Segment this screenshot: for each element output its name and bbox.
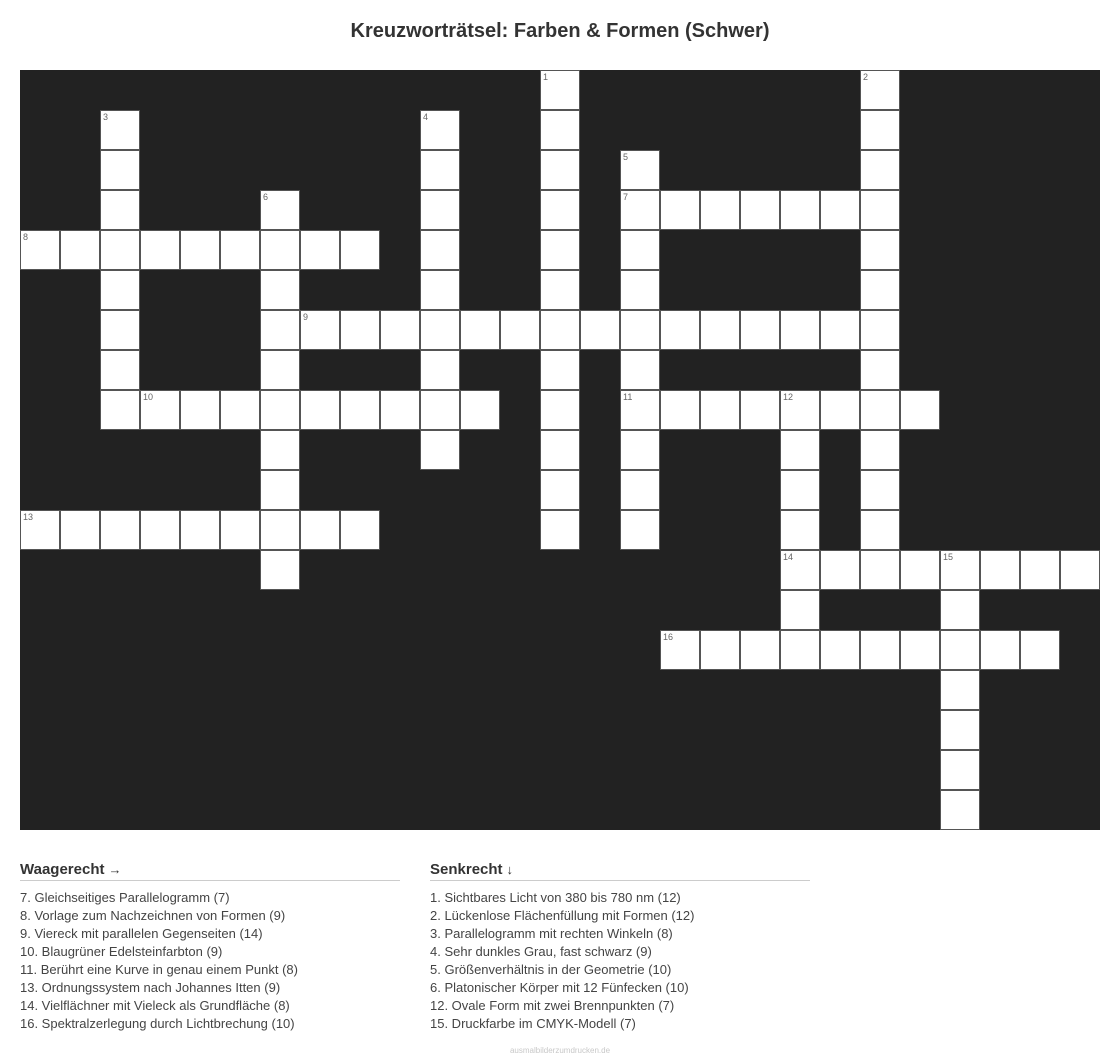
grid-cell[interactable] [1060,550,1100,590]
grid-cell[interactable] [940,710,980,750]
grid-cell[interactable] [540,190,580,230]
grid-cell[interactable] [780,390,820,430]
across-clues-panel [20,861,400,1033]
grid-cell[interactable] [620,310,660,350]
clue-number: 6 [263,192,269,202]
grid-cell[interactable] [620,150,660,190]
grid-cell[interactable] [220,230,260,270]
grid-cell[interactable] [420,110,460,150]
grid-cell[interactable] [860,230,900,270]
grid-cell[interactable] [460,390,500,430]
grid-cell[interactable] [900,550,940,590]
grid-cell[interactable] [260,430,300,470]
grid-cell[interactable] [100,390,140,430]
grid-cell[interactable] [980,630,1020,670]
grid-cell[interactable] [460,310,500,350]
grid-cell[interactable] [260,350,300,390]
across-clue-list [20,889,400,1033]
grid-cell[interactable] [940,750,980,790]
grid-cell[interactable] [740,190,780,230]
clue-number: 10 [143,392,154,402]
grid-cell[interactable] [780,190,820,230]
grid-cell[interactable] [540,270,580,310]
right-arrow-icon: → [108,862,122,877]
grid-cell[interactable] [860,390,900,430]
grid-cell[interactable] [180,230,220,270]
grid-cell[interactable] [540,510,580,550]
grid-cell[interactable] [100,310,140,350]
grid-cell[interactable] [620,510,660,550]
crossword-grid [20,70,1100,830]
grid-cell[interactable] [900,390,940,430]
across-clue: 16. Spektralzerlegung durch Lichtbrechung (10) [20,1016,295,1031]
grid-cell[interactable] [780,630,820,670]
grid-cell[interactable] [620,190,660,230]
grid-cell[interactable] [420,390,460,430]
grid-cell[interactable] [100,150,140,190]
down-clue-list [430,889,810,1033]
grid-cell[interactable] [620,430,660,470]
grid-cell[interactable] [780,590,820,630]
grid-cell[interactable] [300,390,340,430]
grid-cell[interactable] [1020,550,1060,590]
grid-cell[interactable] [620,230,660,270]
grid-cell[interactable] [300,510,340,550]
grid-cell[interactable] [340,310,380,350]
grid-cell[interactable] [940,790,980,830]
grid-cell[interactable] [420,190,460,230]
grid-cell[interactable] [100,510,140,550]
grid-cell[interactable] [220,510,260,550]
clue-number: 7 [623,192,629,202]
grid-cell[interactable] [420,150,460,190]
page-title: Kreuzworträtsel: Farben & Formen (Schwer) [350,20,770,42]
grid-cell[interactable] [260,550,300,590]
grid-cell[interactable] [780,430,820,470]
grid-cell[interactable] [620,270,660,310]
grid-cell[interactable] [820,630,860,670]
grid-cell[interactable] [860,270,900,310]
grid-cell[interactable] [420,230,460,270]
grid-cell[interactable] [540,70,580,110]
grid-cell[interactable] [60,230,100,270]
grid-cell[interactable] [740,390,780,430]
across-clue: 10. Blaugrüner Edelsteinfarbton (9) [20,944,223,959]
footer-credit: ausmalbilderzumdrucken.de [509,1046,611,1055]
clue-number: 4 [423,112,429,122]
grid-cell[interactable] [340,510,380,550]
grid-cell[interactable] [300,310,340,350]
grid-cell[interactable] [140,390,180,430]
grid-cell[interactable] [700,390,740,430]
grid-cell[interactable] [300,230,340,270]
grid-cell[interactable] [820,310,860,350]
down-clue: 6. Platonischer Körper mit 12 Fünfecken (10) [430,980,689,995]
grid-cell[interactable] [940,590,980,630]
grid-cell[interactable] [740,310,780,350]
grid-cell[interactable] [940,630,980,670]
grid-cell[interactable] [420,430,460,470]
grid-cell[interactable] [780,510,820,550]
down-arrow-icon: ↓ [506,862,514,877]
grid-cell[interactable] [700,190,740,230]
grid-cell[interactable] [180,390,220,430]
across-heading-label: Waagerecht [20,861,105,878]
grid-cell[interactable] [500,310,540,350]
grid-cell[interactable] [260,230,300,270]
grid-cell[interactable] [940,550,980,590]
grid-cell[interactable] [820,550,860,590]
clue-number: 3 [103,112,109,122]
grid-cell[interactable] [100,230,140,270]
grid-cell[interactable] [660,390,700,430]
down-heading-label: Senkrecht [430,861,503,878]
grid-cell[interactable] [900,630,940,670]
across-clue: 11. Berührt eine Kurve in genau einem Punkt (8) [20,962,298,977]
grid-cell[interactable] [540,310,580,350]
grid-cell[interactable] [340,390,380,430]
down-clue: 5. Größenverhältnis in der Geometrie (10) [430,962,672,977]
grid-cell[interactable] [420,270,460,310]
grid-cell[interactable] [660,310,700,350]
grid-cell[interactable] [620,470,660,510]
down-clue: 3. Parallelogramm mit rechten Winkeln (8) [430,926,673,941]
grid-cell[interactable] [860,470,900,510]
grid-cell[interactable] [740,630,780,670]
grid-cell[interactable] [380,390,420,430]
across-clue: 8. Vorlage zum Nachzeichnen von Formen (9) [20,908,286,923]
grid-cell[interactable] [620,350,660,390]
down-heading [430,861,810,881]
grid-cell[interactable] [220,390,260,430]
clue-number: 16 [663,632,674,642]
clue-number: 8 [23,232,29,242]
grid-cell[interactable] [140,230,180,270]
grid-cell[interactable] [820,190,860,230]
grid-cell[interactable] [420,350,460,390]
grid-cell[interactable] [820,390,860,430]
grid-cell[interactable] [260,270,300,310]
grid-cell[interactable] [660,630,700,670]
grid-cell[interactable] [860,110,900,150]
grid-cell[interactable] [20,510,60,550]
grid-cell[interactable] [860,350,900,390]
grid-cell[interactable] [260,510,300,550]
across-clue: 7. Gleichseitiges Parallelogramm (7) [20,890,230,905]
down-clue: 15. Druckfarbe im CMYK-Modell (7) [430,1016,636,1031]
grid-cell[interactable] [260,470,300,510]
down-clues-panel [430,861,810,1033]
grid-cell[interactable] [780,470,820,510]
grid-cell[interactable] [140,510,180,550]
grid-cell[interactable] [860,310,900,350]
grid-cell[interactable] [860,630,900,670]
grid-cell[interactable] [540,350,580,390]
across-clue: 9. Viereck mit parallelen Gegenseiten (14) [20,926,263,941]
grid-cell[interactable] [540,150,580,190]
grid-cell[interactable] [260,310,300,350]
across-clue: 13. Ordnungssystem nach Johannes Itten (9) [20,980,281,995]
grid-cell[interactable] [860,70,900,110]
clue-number: 1 [543,72,549,82]
across-heading [20,861,400,881]
grid-cell[interactable] [1020,630,1060,670]
down-clue: 2. Lückenlose Flächenfüllung mit Formen (12) [430,908,695,923]
clue-number: 5 [623,152,629,162]
clue-number: 11 [623,392,633,402]
grid-cell[interactable] [700,630,740,670]
grid-cell[interactable] [860,150,900,190]
grid-cell[interactable] [860,510,900,550]
clue-number: 15 [943,552,954,562]
down-clue: 1. Sichtbares Licht von 380 bis 780 nm (12) [430,890,681,905]
grid-cell[interactable] [780,310,820,350]
grid-cell[interactable] [540,430,580,470]
grid-cell[interactable] [420,310,460,350]
clue-number: 12 [783,392,794,402]
grid-cell[interactable] [540,390,580,430]
grid-cell[interactable] [180,510,220,550]
clue-number: 13 [23,512,34,522]
grid-cell[interactable] [860,430,900,470]
grid-cell[interactable] [780,550,820,590]
grid-cell[interactable] [380,310,420,350]
clue-number: 14 [783,552,794,562]
grid-cell[interactable] [100,190,140,230]
grid-cell[interactable] [860,190,900,230]
grid-cell[interactable] [540,230,580,270]
grid-cell[interactable] [260,390,300,430]
grid-cell[interactable] [940,670,980,710]
down-clue: 4. Sehr dunkles Grau, fast schwarz (9) [430,944,652,959]
clue-number: 2 [863,72,869,82]
grid-cell[interactable] [100,350,140,390]
grid-cell[interactable] [340,230,380,270]
grid-cell[interactable] [100,110,140,150]
grid-cell[interactable] [700,310,740,350]
grid-cell[interactable] [540,470,580,510]
grid-cell[interactable] [100,270,140,310]
down-clue: 12. Ovale Form mit zwei Brennpunkten (7) [430,998,675,1013]
grid-cell[interactable] [580,310,620,350]
grid-cell[interactable] [660,190,700,230]
grid-cell[interactable] [260,190,300,230]
across-clue: 14. Vielflächner mit Vieleck als Grundfläche (8) [20,998,290,1013]
grid-cell[interactable] [860,550,900,590]
grid-cell[interactable] [620,390,660,430]
grid-cell[interactable] [20,230,60,270]
grid-cell[interactable] [540,110,580,150]
clue-number: 9 [303,312,309,322]
grid-cell[interactable] [980,550,1020,590]
grid-cell[interactable] [60,510,100,550]
